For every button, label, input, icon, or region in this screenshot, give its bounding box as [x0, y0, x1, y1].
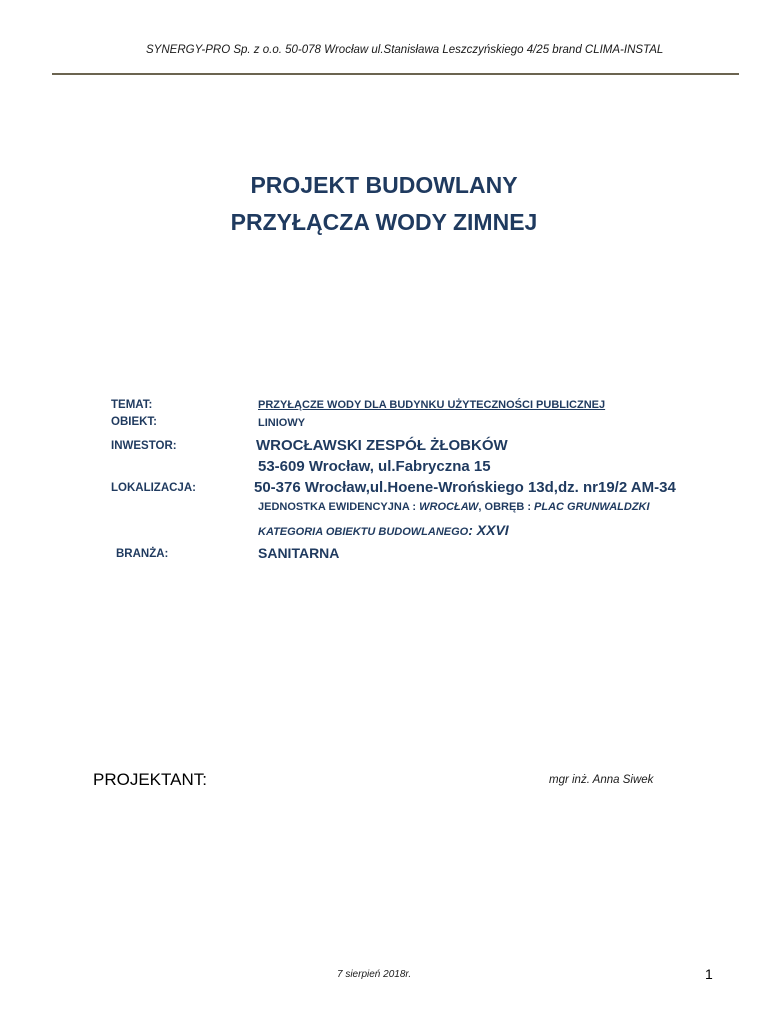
- jednostka-value: WROCŁAW: [419, 501, 479, 513]
- obiekt-value: LINIOWY: [258, 417, 306, 429]
- header-divider: [52, 73, 739, 75]
- document-date: 7 sierpień 2018r.: [337, 969, 412, 980]
- header-company-line: SYNERGY-PRO Sp. z o.o. 50-078 Wrocław ul.Stanisława Leszczyńskiego 4/25 brand CLIMA-INSTAL: [146, 44, 664, 56]
- jednostka-prefix: JEDNOSTKA EWIDENCYJNA :: [258, 501, 420, 513]
- kategoria-prefix: KATEGORIA OBIEKTU BUDOWLANEGO: [258, 526, 469, 538]
- lokalizacja-value: 50-376 Wrocław,ul.Hoene-Wrońskiego 13d,dz. nr19/2 AM-34: [254, 479, 676, 496]
- inwestor-name: WROCŁAWSKI ZESPÓŁ ŻŁOBKÓW: [256, 437, 508, 454]
- inwestor-label: INWESTOR:: [111, 440, 177, 452]
- kategoria-value: : XXVI: [468, 522, 509, 538]
- obreb-value: PLAC GRUNWALDZKI: [534, 501, 650, 513]
- author-name: mgr inż. Anna Siwek: [549, 774, 654, 786]
- projektant-label: PROJEKTANT:: [93, 770, 207, 789]
- jednostka-line: [258, 501, 650, 513]
- document-title-line1: PROJEKT BUDOWLANY: [250, 172, 518, 198]
- obiekt-label: OBIEKT:: [111, 416, 157, 428]
- kategoria-line: [258, 522, 509, 538]
- lokalizacja-label: LOKALIZACJA:: [111, 482, 196, 494]
- branza-label: BRANŻA:: [116, 548, 169, 560]
- document-title-line2: PRZYŁĄCZA WODY ZIMNEJ: [230, 209, 538, 235]
- temat-label: TEMAT:: [111, 399, 153, 411]
- page-number: 1: [705, 966, 713, 982]
- branza-value: SANITARNA: [258, 545, 340, 561]
- obreb-prefix: , OBRĘB :: [478, 501, 535, 513]
- temat-value: PRZYŁĄCZE WODY DLA BUDYNKU UŻYTECZNOŚCI PUBLICZNEJ: [258, 399, 606, 411]
- inwestor-address: 53-609 Wrocław, ul.Fabryczna 15: [258, 458, 491, 475]
